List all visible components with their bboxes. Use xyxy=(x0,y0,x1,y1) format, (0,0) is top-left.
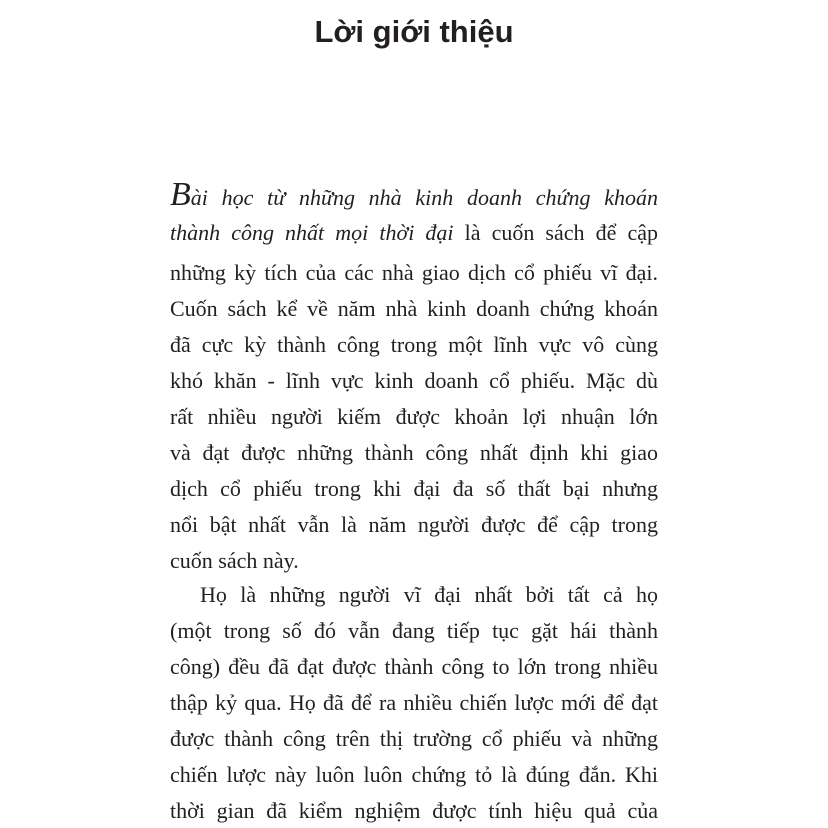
paragraph-1-line-11: cuốn sách này. xyxy=(170,548,299,573)
paragraph-2-line-2: (một trong số đó vẫn đang tiếp tục gặt hái thành xyxy=(170,618,658,643)
page-title: Lời giới thiệu xyxy=(314,14,514,49)
paragraph-2-line-3: công) đều đã đạt được thành công to lớn trong nhiều xyxy=(170,654,658,679)
paragraph-1-line-1 xyxy=(170,176,658,213)
paragraph-2-line-6: chiến lược này luôn luôn chứng tỏ là đúng đắn. Khi xyxy=(170,762,658,787)
paragraph-1-line-8: và đạt được những thành công nhất định khi giao xyxy=(170,440,658,465)
paragraph-1-line-2 xyxy=(170,218,658,248)
paragraph-1-line-5: đã cực kỳ thành công trong một lĩnh vực vô cùng xyxy=(170,332,658,357)
paragraph-2-line-7: thời gian đã kiểm nghiệm được tính hiệu quả của xyxy=(170,798,658,823)
book-title-italic: thành công nhất mọi thời đại xyxy=(170,220,454,245)
paragraph-1-line-10: nổi bật nhất vẫn là năm người được để cập trong xyxy=(170,512,658,537)
paragraph-2-line-1: Họ là những người vĩ đại nhất bởi tất cả họ xyxy=(200,582,658,607)
paragraph-1-line-6: khó khăn - lĩnh vực kinh doanh cổ phiếu. Mặc dù xyxy=(170,368,658,393)
paragraph-1-line-3: những kỳ tích của các nhà giao dịch cổ phiếu vĩ đại. xyxy=(170,260,658,285)
paragraph-1-line-9: dịch cổ phiếu trong khi đại đa số thất bại nhưng xyxy=(170,476,658,501)
paragraph-2-line-5: được thành công trên thị trường cổ phiếu và những xyxy=(170,726,658,751)
line-text: ài học từ những nhà kinh doanh chứng khoán xyxy=(190,185,658,210)
paragraph-1-line-7: rất nhiều người kiếm được khoản lợi nhuận lớn xyxy=(170,404,658,429)
drop-cap: B xyxy=(170,176,191,213)
paragraph-1-line-4: Cuốn sách kể về năm nhà kinh doanh chứng khoán xyxy=(170,296,658,321)
line-text: là cuốn sách để cập xyxy=(453,220,658,245)
paragraph-2-line-4: thập kỷ qua. Họ đã để ra nhiều chiến lược mới để đạt xyxy=(170,690,658,715)
